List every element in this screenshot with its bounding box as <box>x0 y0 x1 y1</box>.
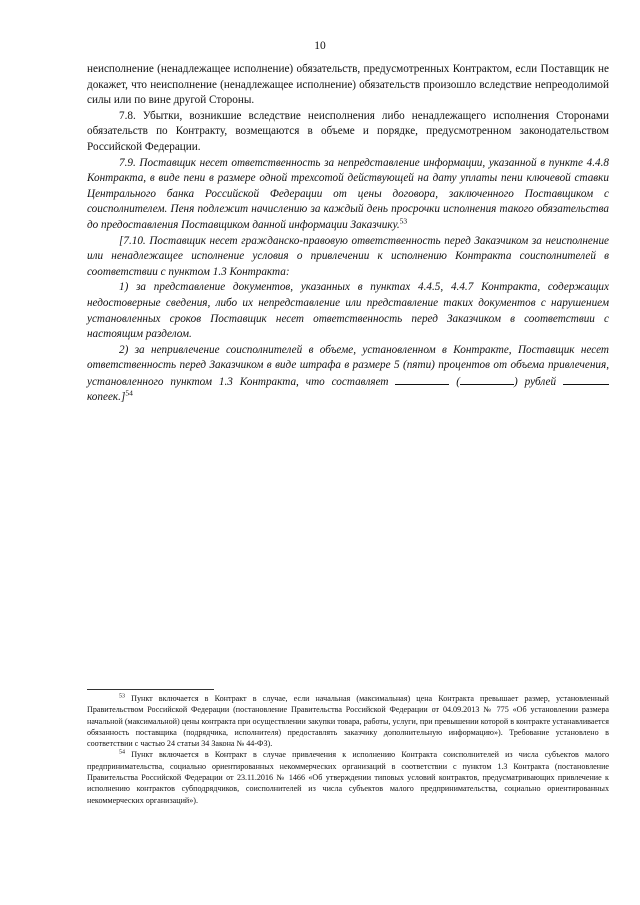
footnote-53 <box>87 693 609 749</box>
paragraph-7-10-item-1: 1) за представление документов, указанных в пунктах 4.4.5, 4.4.7 Контракта, содержащих недостоверные сведения, либо их непредставление или представление таких документов с нарушением установленных сроков Поставщик несет ответственность перед Заказчиком в соответствии с настоящим разделом. <box>87 281 609 341</box>
open-paren: ( <box>456 375 461 388</box>
amount-blank <box>395 374 449 385</box>
footnote-54 <box>87 749 609 805</box>
footnotes-section <box>87 693 609 806</box>
footnote-53-text: Пункт включается в Контракт в случае, если начальная (максимальная) цена Контракта превышает размер, установленный Правительством Российской Федерации (постановление Правительства Российской Федерации от 04.09.2013 № 775 «Об установлении размера начальной (максимальной) цены контракта при осуществлении закупки товара, работы, услуги, при превышении которой в контракте устанавливается обязанность поставщика (подрядчика, исполнителя) предоставлять заказчику дополнительную информацию»). Требование установлено в соответствии с частью 24 статьи 34 Закона № 44-ФЗ). <box>87 694 609 749</box>
page-number: 10 <box>314 40 326 52</box>
footnote-divider <box>87 689 214 690</box>
contract-body <box>87 62 609 406</box>
footnote-ref-54: 54 <box>125 388 133 398</box>
footnote-53-number: 53 <box>119 693 125 700</box>
paragraph-7-10-item-2 <box>87 343 609 406</box>
kopecks-label: копеек.] <box>87 391 126 404</box>
footnote-54-number: 54 <box>119 749 125 756</box>
footnote-54-text: Пункт включается в Контракт в случае привлечения к исполнению Контракта соисполнителей из числа субъектов малого предпринимательства, социально ориентированных некоммерческих организаций в соответствии с пунктом 1.3 Контракта (постановление Правительства Российской Федерации от 23.11.2016 № 1466 «Об утверждении типовых условий контрактов, предусматривающих привлечение к исполнению контрактов субподрядчиков, соисполнителей из числа субъектов малого предпринимательства, социально ориентированных некоммерческих организаций»). <box>87 750 609 805</box>
item-2-text: 2) за непривлечение соисполнителей в объеме, установленном в Контракте, Поставщик несет ответственность перед Заказчиком в виде штрафа в размере 5 (пяти) процентов от объема привлечения, установленного пунктом 1.3 Контракта, что составляет <box>87 343 609 388</box>
paragraph-7-9-text: 7.9. Поставщик несет ответственность за непредставление информации, указанной в пункте 4.4.8 Контракта, в виде пени в размере одной трехсотой действующей на дату уплаты пени ключевой ставки Центрального банка Российской Федерации от цены договора, заключенного Поставщиком с соисполнителем. Пеня подлежит начислению за каждый день просрочки исполнения такого обязательства до предоставления Поставщиком данной информации Заказчику. <box>87 156 609 231</box>
paragraph-7-8: 7.8. Убытки, возникшие вследствие неисполнения либо ненадлежащего исполнения Сторонами обязательств по Контракту, возмещаются в объеме и порядке, предусмотренном законодательством Российской Федерации. <box>87 109 609 153</box>
rubles-label: ) рублей <box>514 375 557 388</box>
paragraph-liability-continuation: неисполнение (ненадлежащее исполнение) обязательств, предусмотренных Контрактом, если Поставщик не докажет, что неисполнение (ненадлежащее исполнение) обязательств произошло вследствие непреодолимой силы или по вине другой Стороны. <box>87 63 609 107</box>
paragraph-7-10: [7.10. Поставщик несет гражданско-правовую ответственность перед Заказчиком за неисполнение или ненадлежащее исполнение условия о привлечении к исполнению Контракта соисполнителей в соответствии с пунктом 1.3 Контракта: <box>87 234 609 278</box>
paragraph-7-9 <box>87 156 609 234</box>
amount-words-blank <box>460 374 514 385</box>
kopecks-blank <box>563 374 609 385</box>
footnote-ref-53: 53 <box>399 216 408 226</box>
